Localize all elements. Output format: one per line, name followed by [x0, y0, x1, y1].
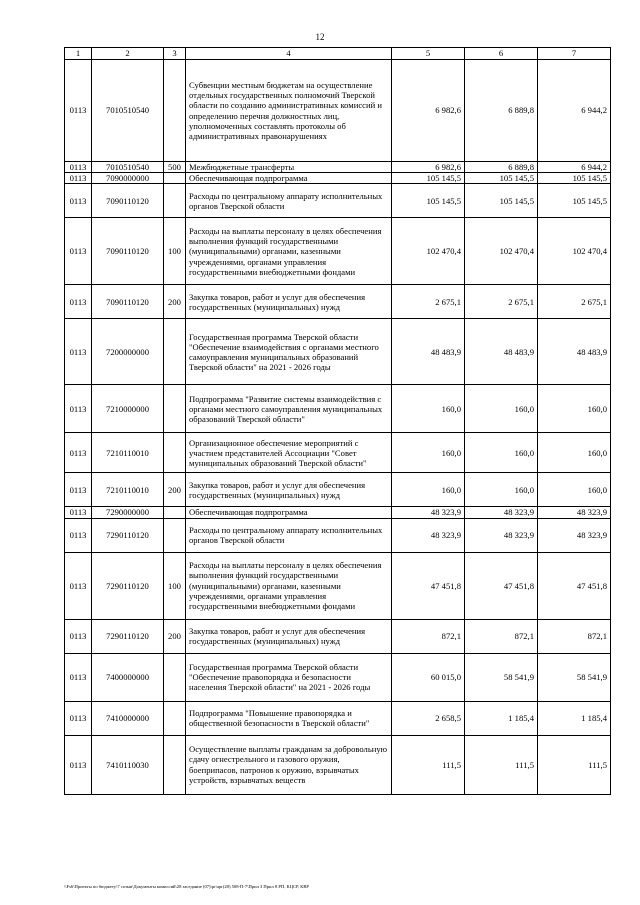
- header-cell: 6: [465, 48, 538, 60]
- expense-name-cell: Государственная программа Тверской области "Обеспечение взаимодействия с органами местного самоуправления муниципальных образований Тверской области" на 2021 - 2026 годы: [186, 319, 392, 385]
- expense-type-cell: 200: [164, 473, 186, 507]
- header-cell: 3: [164, 48, 186, 60]
- expense-name-cell: Расходы по центральному аппарату исполнительных органов Тверской области: [186, 518, 392, 552]
- section-cell: 0113: [65, 735, 92, 794]
- section-cell: 0113: [65, 218, 92, 285]
- amount-year1-cell: 105 145,5: [392, 173, 465, 184]
- target-code-cell: 7090000000: [92, 173, 164, 184]
- file-path-footer: \\Fs6\Проекты по бюджету\7 созыв\Документы комиссий\28 заседание (07)\pr\apr(28) 508-П-7\Прил 3 Прил 8 РП, КЦСР, КВР: [64, 884, 309, 889]
- amount-year3-cell: 105 145,5: [538, 173, 611, 184]
- section-cell: 0113: [65, 319, 92, 385]
- expense-type-cell: [164, 701, 186, 735]
- target-code-cell: 7290110120: [92, 518, 164, 552]
- amount-year3-cell: 2 675,1: [538, 285, 611, 319]
- expense-name-cell: Закупка товаров, работ и услуг для обеспечения государственных (муниципальных) нужд: [186, 285, 392, 319]
- amount-year1-cell: 160,0: [392, 433, 465, 473]
- target-code-cell: 7200000000: [92, 319, 164, 385]
- amount-year2-cell: 6 889,8: [465, 162, 538, 173]
- amount-year3-cell: 105 145,5: [538, 184, 611, 218]
- expense-name-cell: Закупка товаров, работ и услуг для обеспечения государственных (муниципальных) нужд: [186, 473, 392, 507]
- section-cell: 0113: [65, 473, 92, 507]
- section-cell: 0113: [65, 518, 92, 552]
- expense-type-cell: [164, 319, 186, 385]
- page-number: 12: [315, 32, 325, 42]
- table-row: [65, 173, 611, 184]
- amount-year3-cell: 872,1: [538, 619, 611, 653]
- expense-name-cell: Расходы на выплаты персоналу в целях обеспечения выполнения функций государственными (муниципальными) органами, казенными учреждениями, органами управления государственными внебюджетными фондами: [186, 218, 392, 285]
- expense-name-cell: Подпрограмма "Повышение правопорядка и общественной безопасности в Тверской области": [186, 701, 392, 735]
- expense-type-cell: [164, 184, 186, 218]
- amount-year1-cell: 111,5: [392, 735, 465, 794]
- section-cell: 0113: [65, 60, 92, 162]
- expense-name-cell: Государственная программа Тверской области "Обеспечение правопорядка и безопасности населения Тверской области" на 2021 - 2026 годы: [186, 653, 392, 701]
- table-row: [65, 385, 611, 433]
- amount-year2-cell: 872,1: [465, 619, 538, 653]
- target-code-cell: 7410110030: [92, 735, 164, 794]
- expense-name-cell: Субвенции местным бюджетам на осуществление отдельных государственных полномочий Тверской области по созданию административных комиссий и определению перечня должностных лиц, уполномоченных составлять протоколы об административных правонарушениях: [186, 60, 392, 162]
- table-row: [65, 552, 611, 619]
- expense-type-cell: 200: [164, 619, 186, 653]
- table-row: [65, 319, 611, 385]
- table-row: [65, 184, 611, 218]
- amount-year3-cell: 48 323,9: [538, 507, 611, 518]
- table-body: [65, 48, 611, 795]
- expense-type-cell: [164, 518, 186, 552]
- target-code-cell: 7090110120: [92, 218, 164, 285]
- section-cell: 0113: [65, 162, 92, 173]
- section-cell: 0113: [65, 433, 92, 473]
- table-row: [65, 433, 611, 473]
- amount-year2-cell: 160,0: [465, 473, 538, 507]
- table-row: [65, 735, 611, 794]
- section-cell: 0113: [65, 552, 92, 619]
- table-row: [65, 653, 611, 701]
- expense-name-cell: Расходы по центральному аппарату исполнительных органов Тверской области: [186, 184, 392, 218]
- amount-year2-cell: 160,0: [465, 433, 538, 473]
- amount-year2-cell: 48 323,9: [465, 507, 538, 518]
- expense-name-cell: Межбюджетные трансферты: [186, 162, 392, 173]
- amount-year2-cell: 105 145,5: [465, 173, 538, 184]
- amount-year2-cell: 2 675,1: [465, 285, 538, 319]
- expense-type-cell: [164, 173, 186, 184]
- expense-type-cell: [164, 385, 186, 433]
- target-code-cell: 7210110010: [92, 473, 164, 507]
- amount-year1-cell: 872,1: [392, 619, 465, 653]
- section-cell: 0113: [65, 385, 92, 433]
- amount-year2-cell: 1 185,4: [465, 701, 538, 735]
- target-code-cell: 7290110120: [92, 619, 164, 653]
- expense-type-cell: 200: [164, 285, 186, 319]
- expense-name-cell: Обеспечивающая подпрограмма: [186, 507, 392, 518]
- section-cell: 0113: [65, 619, 92, 653]
- expense-type-cell: [164, 507, 186, 518]
- amount-year3-cell: 48 323,9: [538, 518, 611, 552]
- header-cell: 2: [92, 48, 164, 60]
- expense-name-cell: Закупка товаров, работ и услуг для обеспечения государственных (муниципальных) нужд: [186, 619, 392, 653]
- target-code-cell: 7400000000: [92, 653, 164, 701]
- expense-type-cell: 100: [164, 552, 186, 619]
- header-cell: 5: [392, 48, 465, 60]
- amount-year3-cell: 6 944,2: [538, 60, 611, 162]
- table-row: [65, 518, 611, 552]
- table-row: [65, 701, 611, 735]
- expense-name-cell: Осуществление выплаты гражданам за добровольную сдачу огнестрельного и газового оружия, боеприпасов, патронов к оружию, взрывчатых устройств, взрывчатых веществ: [186, 735, 392, 794]
- header-row: [65, 48, 611, 60]
- expense-type-cell: [164, 735, 186, 794]
- section-cell: 0113: [65, 507, 92, 518]
- target-code-cell: 7090110120: [92, 285, 164, 319]
- section-cell: 0113: [65, 653, 92, 701]
- expense-type-cell: 500: [164, 162, 186, 173]
- target-code-cell: 7410000000: [92, 701, 164, 735]
- amount-year2-cell: 47 451,8: [465, 552, 538, 619]
- amount-year1-cell: 48 483,9: [392, 319, 465, 385]
- target-code-cell: 7210110010: [92, 433, 164, 473]
- amount-year1-cell: 105 145,5: [392, 184, 465, 218]
- expense-type-cell: [164, 653, 186, 701]
- budget-table: [64, 47, 611, 795]
- amount-year3-cell: 1 185,4: [538, 701, 611, 735]
- target-code-cell: 7290110120: [92, 552, 164, 619]
- table-row: [65, 162, 611, 173]
- amount-year3-cell: 160,0: [538, 385, 611, 433]
- amount-year2-cell: 6 889,8: [465, 60, 538, 162]
- amount-year1-cell: 48 323,9: [392, 518, 465, 552]
- header-cell: 4: [186, 48, 392, 60]
- target-code-cell: 7010510540: [92, 162, 164, 173]
- header-cell: 7: [538, 48, 611, 60]
- section-cell: 0113: [65, 285, 92, 319]
- amount-year3-cell: 6 944,2: [538, 162, 611, 173]
- amount-year2-cell: 160,0: [465, 385, 538, 433]
- expense-name-cell: Обеспечивающая подпрограмма: [186, 173, 392, 184]
- expense-type-cell: [164, 60, 186, 162]
- table-row: [65, 507, 611, 518]
- expense-type-cell: 100: [164, 218, 186, 285]
- amount-year2-cell: 48 323,9: [465, 518, 538, 552]
- amount-year1-cell: 6 982,6: [392, 162, 465, 173]
- amount-year3-cell: 58 541,9: [538, 653, 611, 701]
- amount-year3-cell: 48 483,9: [538, 319, 611, 385]
- amount-year3-cell: 160,0: [538, 433, 611, 473]
- amount-year1-cell: 102 470,4: [392, 218, 465, 285]
- target-code-cell: 7290000000: [92, 507, 164, 518]
- header-cell: 1: [65, 48, 92, 60]
- section-cell: 0113: [65, 701, 92, 735]
- expense-name-cell: Подпрограмма "Развитие системы взаимодействия с органами местного самоуправления муниципальных образований Тверской области": [186, 385, 392, 433]
- expense-name-cell: Расходы на выплаты персоналу в целях обеспечения выполнения функций государственными (муниципальными) органами, казенными учреждениями, органами управления государственными внебюджетными фондами: [186, 552, 392, 619]
- amount-year1-cell: 2 675,1: [392, 285, 465, 319]
- amount-year2-cell: 102 470,4: [465, 218, 538, 285]
- target-code-cell: 7210000000: [92, 385, 164, 433]
- table-row: [65, 218, 611, 285]
- amount-year3-cell: 102 470,4: [538, 218, 611, 285]
- table-row: [65, 473, 611, 507]
- amount-year2-cell: 48 483,9: [465, 319, 538, 385]
- section-cell: 0113: [65, 173, 92, 184]
- expense-name-cell: Организационное обеспечение мероприятий с участием представителей Ассоциации "Совет муниципальных образований Тверской области": [186, 433, 392, 473]
- target-code-cell: 7090110120: [92, 184, 164, 218]
- amount-year1-cell: 2 658,5: [392, 701, 465, 735]
- target-code-cell: 7010510540: [92, 60, 164, 162]
- amount-year2-cell: 111,5: [465, 735, 538, 794]
- amount-year2-cell: 58 541,9: [465, 653, 538, 701]
- amount-year3-cell: 47 451,8: [538, 552, 611, 619]
- table-row: [65, 285, 611, 319]
- table-row: [65, 60, 611, 162]
- amount-year1-cell: 6 982,6: [392, 60, 465, 162]
- amount-year1-cell: 48 323,9: [392, 507, 465, 518]
- amount-year3-cell: 160,0: [538, 473, 611, 507]
- table-row: [65, 619, 611, 653]
- amount-year2-cell: 105 145,5: [465, 184, 538, 218]
- amount-year1-cell: 160,0: [392, 385, 465, 433]
- amount-year1-cell: 47 451,8: [392, 552, 465, 619]
- amount-year3-cell: 111,5: [538, 735, 611, 794]
- amount-year1-cell: 60 015,0: [392, 653, 465, 701]
- expense-type-cell: [164, 433, 186, 473]
- amount-year1-cell: 160,0: [392, 473, 465, 507]
- section-cell: 0113: [65, 184, 92, 218]
